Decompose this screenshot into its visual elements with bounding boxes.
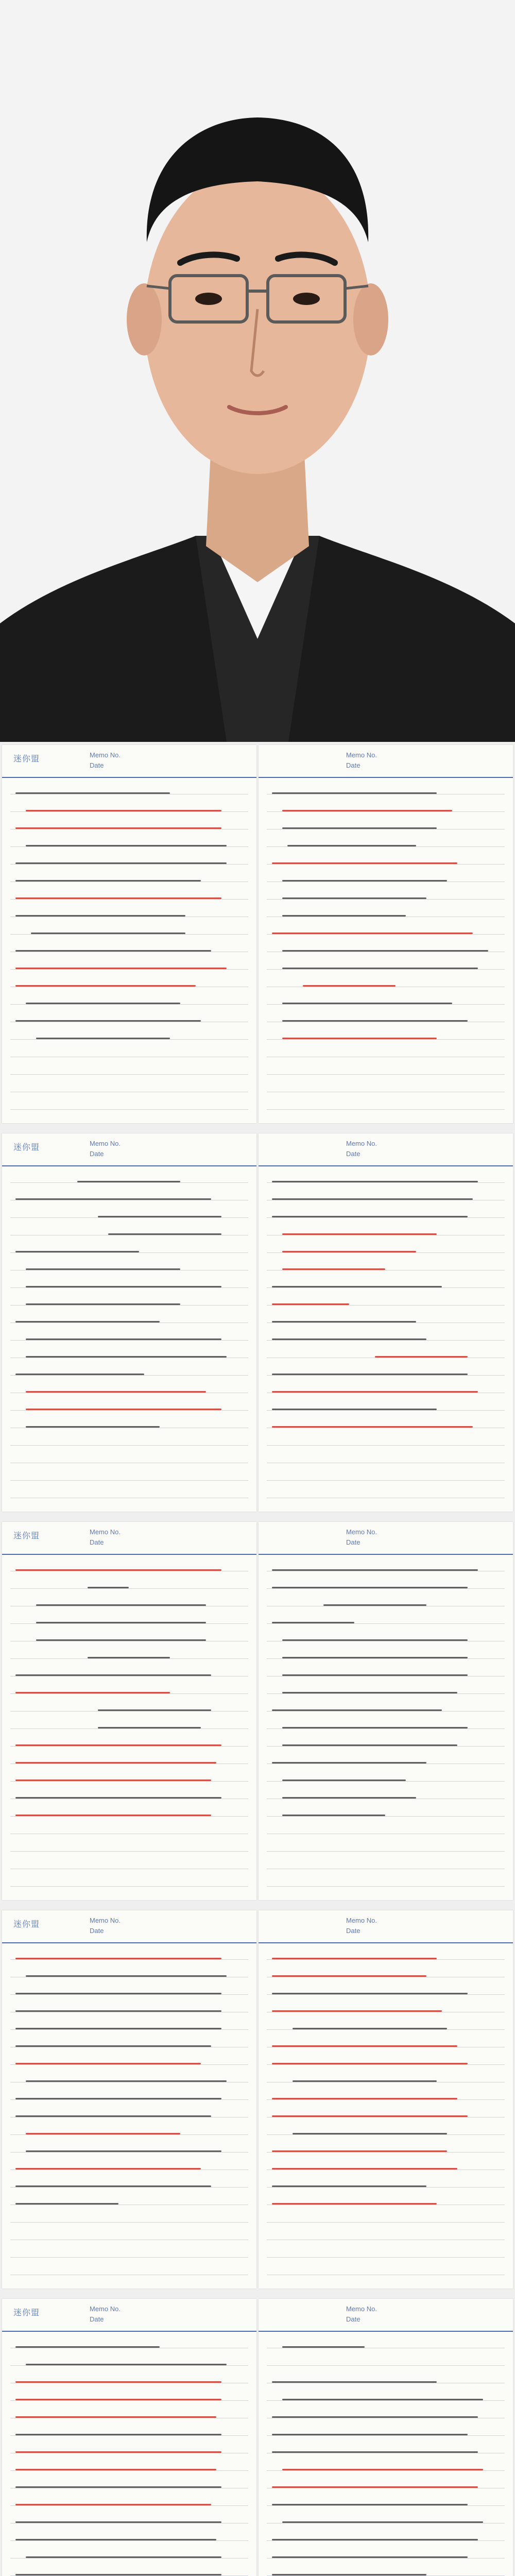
date-label: Date	[346, 1927, 360, 1935]
memo-no-label: Memo No.	[346, 1528, 377, 1536]
notebook-page	[2, 1522, 256, 1900]
handwriting	[15, 785, 245, 1048]
page-header	[259, 1522, 513, 1555]
brand-logo: 迷你盟	[13, 1919, 40, 1929]
memo-no-label: Memo No.	[346, 751, 377, 759]
memo-no-label: Memo No.	[90, 1140, 121, 1147]
page-header	[2, 745, 256, 778]
memo-fields	[346, 1916, 377, 1936]
memo-fields	[346, 1527, 377, 1548]
notebook-page	[259, 1522, 513, 1900]
date-label: Date	[346, 2315, 360, 2323]
memo-no-label: Memo No.	[90, 1528, 121, 1536]
date-label: Date	[90, 1150, 104, 1158]
handwriting	[272, 1951, 502, 2213]
notebook-page	[259, 1910, 513, 2289]
notebook-page	[2, 1910, 256, 2289]
notebook-page	[259, 1133, 513, 1512]
brand-logo: 迷你盟	[13, 1142, 40, 1152]
memo-fields	[90, 750, 121, 771]
memo-fields	[90, 1139, 121, 1159]
memo-fields	[346, 2304, 377, 2325]
brand-logo: 迷你盟	[13, 1531, 40, 1540]
date-label: Date	[90, 1927, 104, 1935]
handwriting	[15, 1174, 245, 1436]
page-header	[2, 1910, 256, 1943]
page-header	[259, 745, 513, 778]
page-header	[259, 2299, 513, 2332]
memo-no-label: Memo No.	[346, 1917, 377, 1924]
date-label: Date	[90, 761, 104, 769]
page-header	[259, 1133, 513, 1166]
handwriting	[15, 1951, 245, 2213]
page-header	[2, 1522, 256, 1555]
handwriting	[272, 1562, 502, 1825]
page-header	[259, 1910, 513, 1943]
date-label: Date	[346, 1150, 360, 1158]
portrait-photo	[0, 0, 515, 742]
handwriting	[15, 2339, 245, 2576]
notebook-page	[2, 2299, 256, 2576]
portrait-illustration	[0, 0, 515, 742]
memo-no-label: Memo No.	[90, 751, 121, 759]
notebook-pages-grid	[0, 742, 515, 2576]
handwriting	[272, 785, 502, 1048]
date-label: Date	[90, 1538, 104, 1546]
memo-fields	[346, 1139, 377, 1159]
memo-no-label: Memo No.	[346, 2305, 377, 2313]
handwriting	[272, 2339, 502, 2576]
handwriting	[272, 1174, 502, 1436]
handwriting	[15, 1562, 245, 1825]
memo-no-label: Memo No.	[90, 1917, 121, 1924]
memo-no-label: Memo No.	[90, 2305, 121, 2313]
date-label: Date	[346, 1538, 360, 1546]
memo-fields	[90, 1916, 121, 1936]
brand-logo: 迷你盟	[13, 754, 40, 764]
notebook-page	[259, 2299, 513, 2576]
memo-no-label: Memo No.	[346, 1140, 377, 1147]
notebook-page	[259, 745, 513, 1123]
notebook-page	[2, 745, 256, 1123]
page-header	[2, 2299, 256, 2332]
page-header	[2, 1133, 256, 1166]
memo-fields	[346, 750, 377, 771]
date-label: Date	[346, 761, 360, 769]
memo-fields	[90, 1527, 121, 1548]
date-label: Date	[90, 2315, 104, 2323]
memo-fields	[90, 2304, 121, 2325]
brand-logo: 迷你盟	[13, 2308, 40, 2317]
notebook-page	[2, 1133, 256, 1512]
